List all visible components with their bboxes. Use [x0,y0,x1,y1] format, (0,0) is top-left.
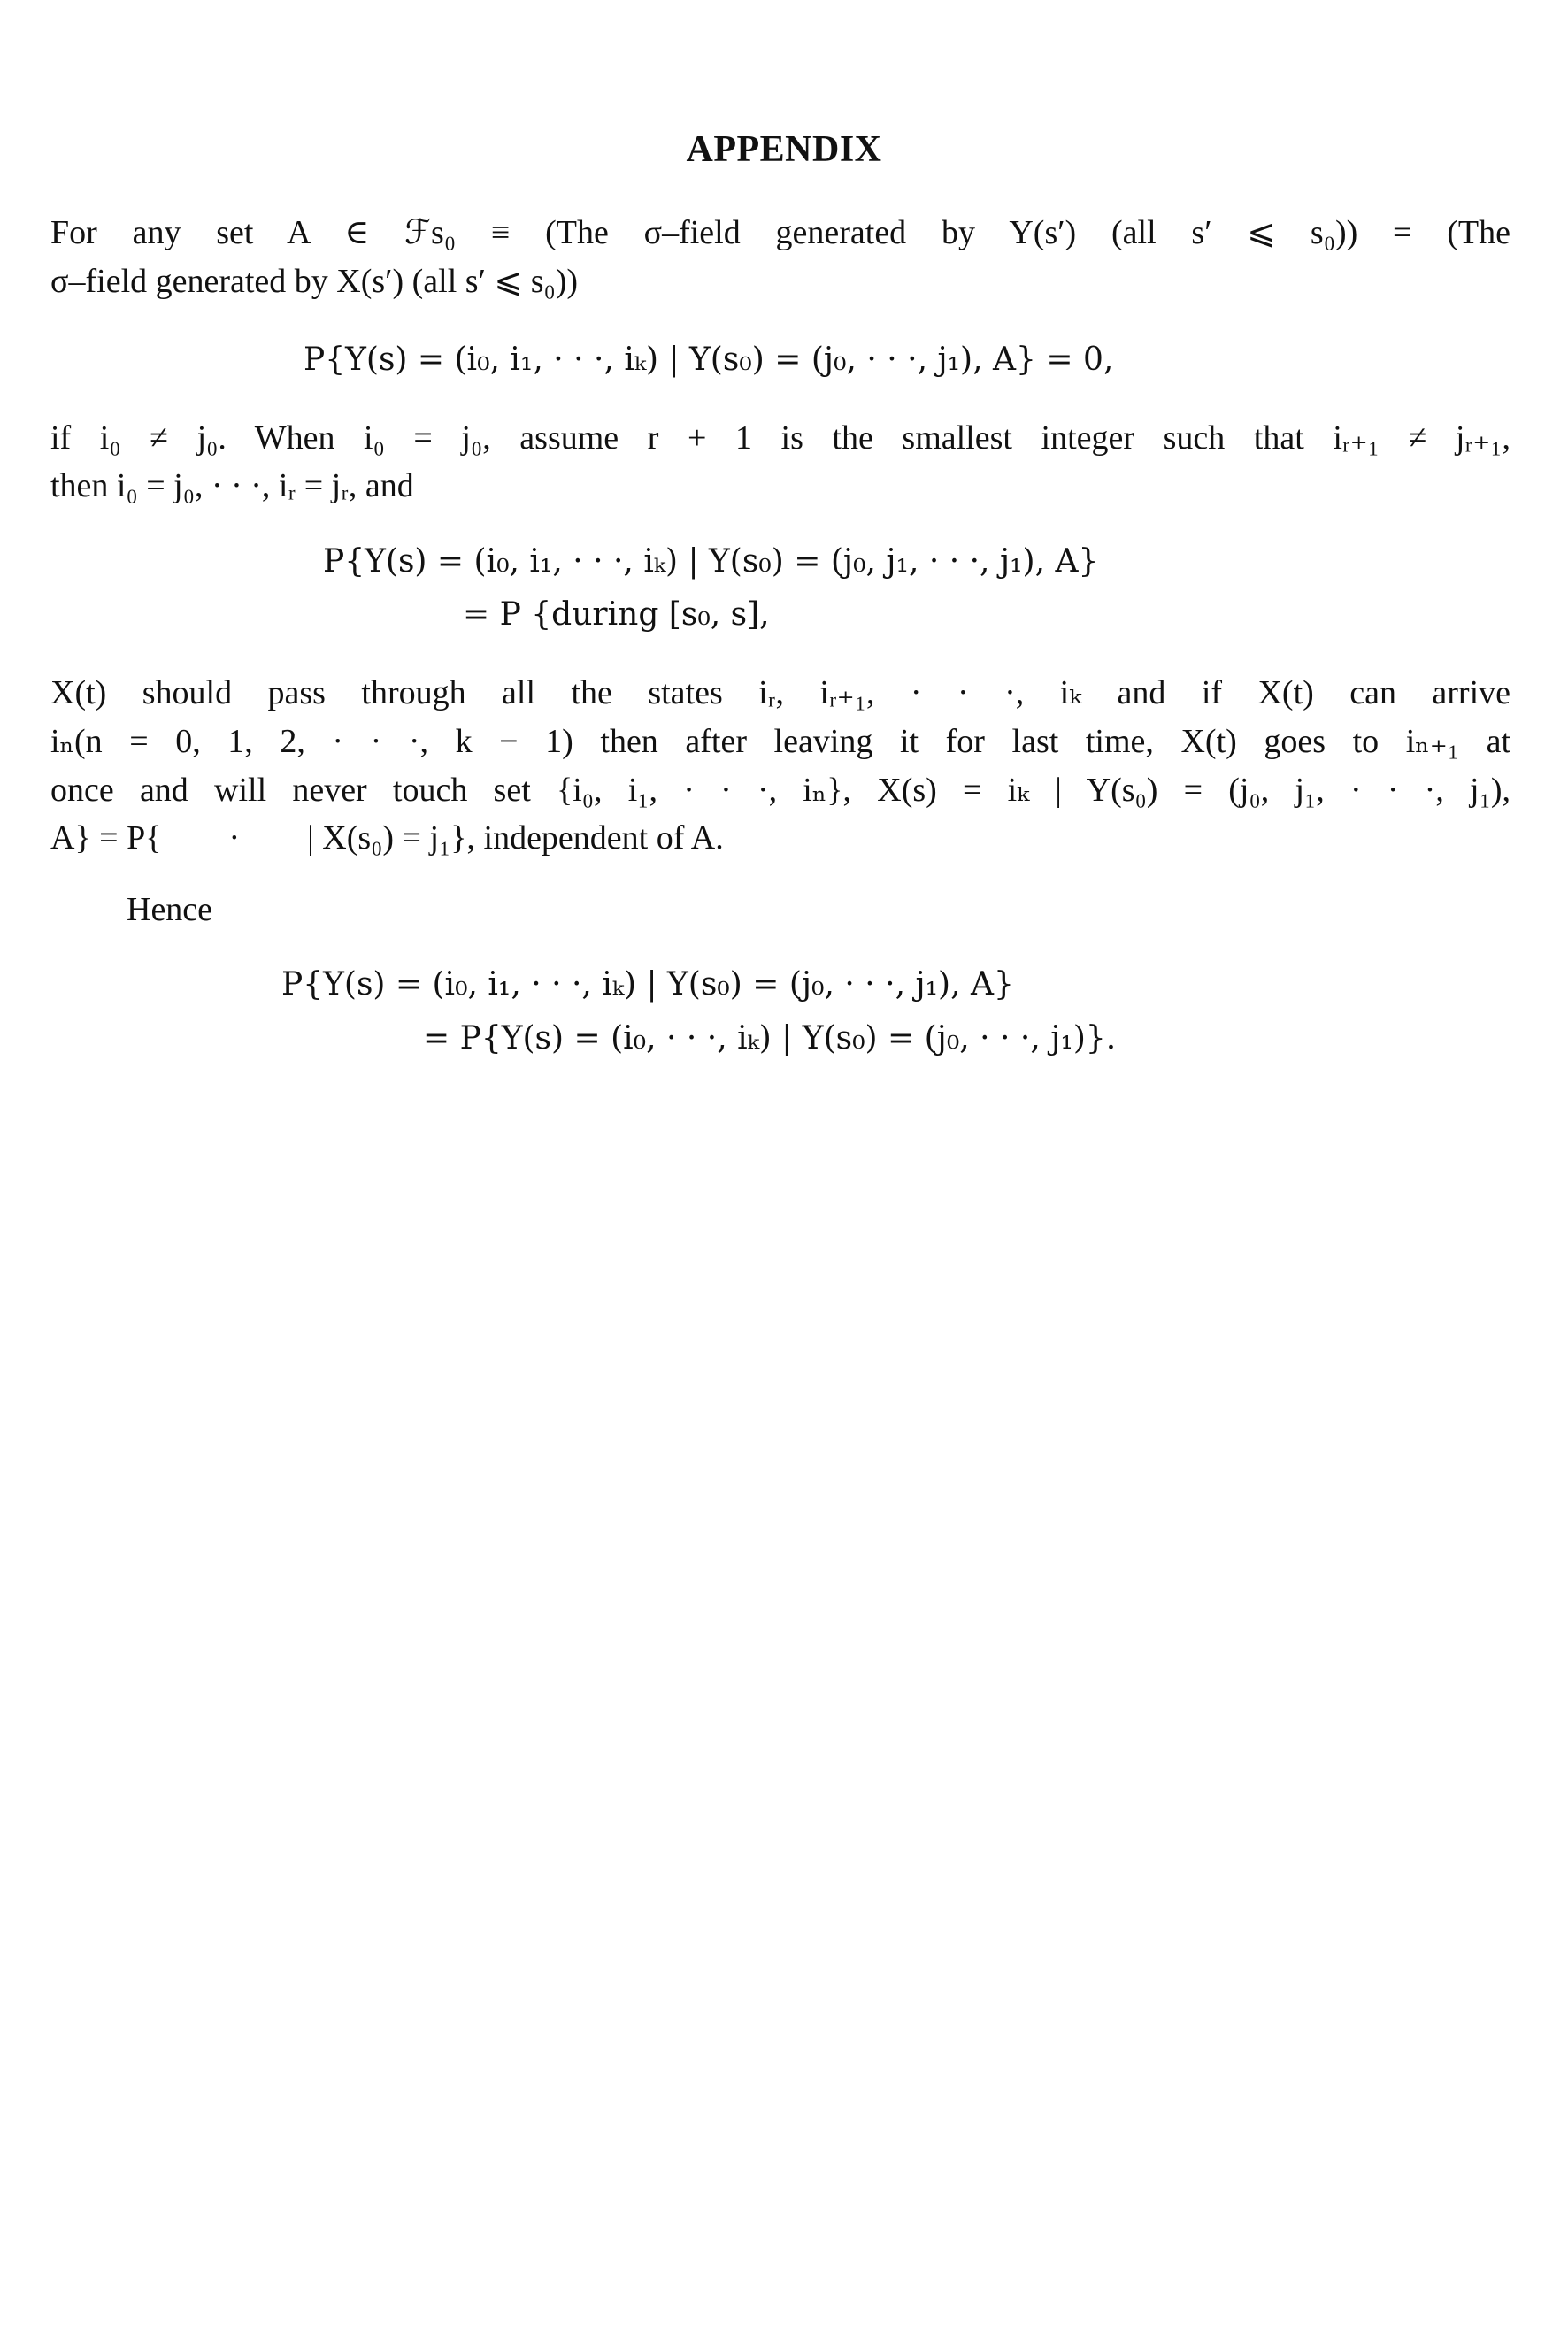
equation-3-line-2: = P{Y(s) = (i₀, · · ·, iₖ) | Y(s₀) = (j₀, · · ·, j₁)}. [423,1020,1117,1056]
text-line-5: X(t) should pass through all the states iᵣ, iᵣ₊₁, · · ·, iₖ and if X(t) can arrive [50,674,1510,711]
text-line-7: once and will never touch set {i₀, i₁, · · ·, iₙ}, X(s) = iₖ | Y(s₀) = (j₀, j₁, · · ·, j₁), [50,772,1510,809]
text-line-8: A} = P{ · | X(s₀) = j₁}, independent of A. [50,819,724,857]
text-line-1: For any set A ∈ ℱs₀ ≡ (The σ–field generated by Y(s′) (all s′ ⩽ s₀)) = (The [50,214,1510,251]
page-title: APPENDIX [686,129,882,170]
text-line-2: σ–field generated by X(s′) (all s′ ⩽ s₀)) [50,263,579,300]
equation-2-line-2: = P {during [s₀, s], [463,596,770,633]
equation-3-line-1: P{Y(s) = (i₀, i₁, · · ·, iₖ) | Y(s₀) = (j₀, · · ·, j₁), A} [281,966,1014,1003]
text-line-3: if i₀ ≠ j₀. When i₀ = j₀, assume r + 1 is the smallest integer such that iᵣ₊₁ ≠ jᵣ₊₁, [50,419,1510,457]
text-line-4: then i₀ = j₀, · · ·, iᵣ = jᵣ, and [50,467,414,504]
equation-2-line-1: P{Y(s) = (i₀, i₁, · · ·, iₖ) | Y(s₀) = (j₀, j₁, · · ·, j₁), A} [323,543,1099,580]
text-line-6: iₙ(n = 0, 1, 2, · · ·, k − 1) then after leaving it for last time, X(t) goes to iₙ₊₁ at [50,723,1510,760]
equation-1: P{Y(s) = (i₀, i₁, · · ·, iₖ) | Y(s₀) = (j₀, · · ·, j₁), A} = 0, [304,342,1114,378]
text-line-hence: Hence [127,891,213,928]
